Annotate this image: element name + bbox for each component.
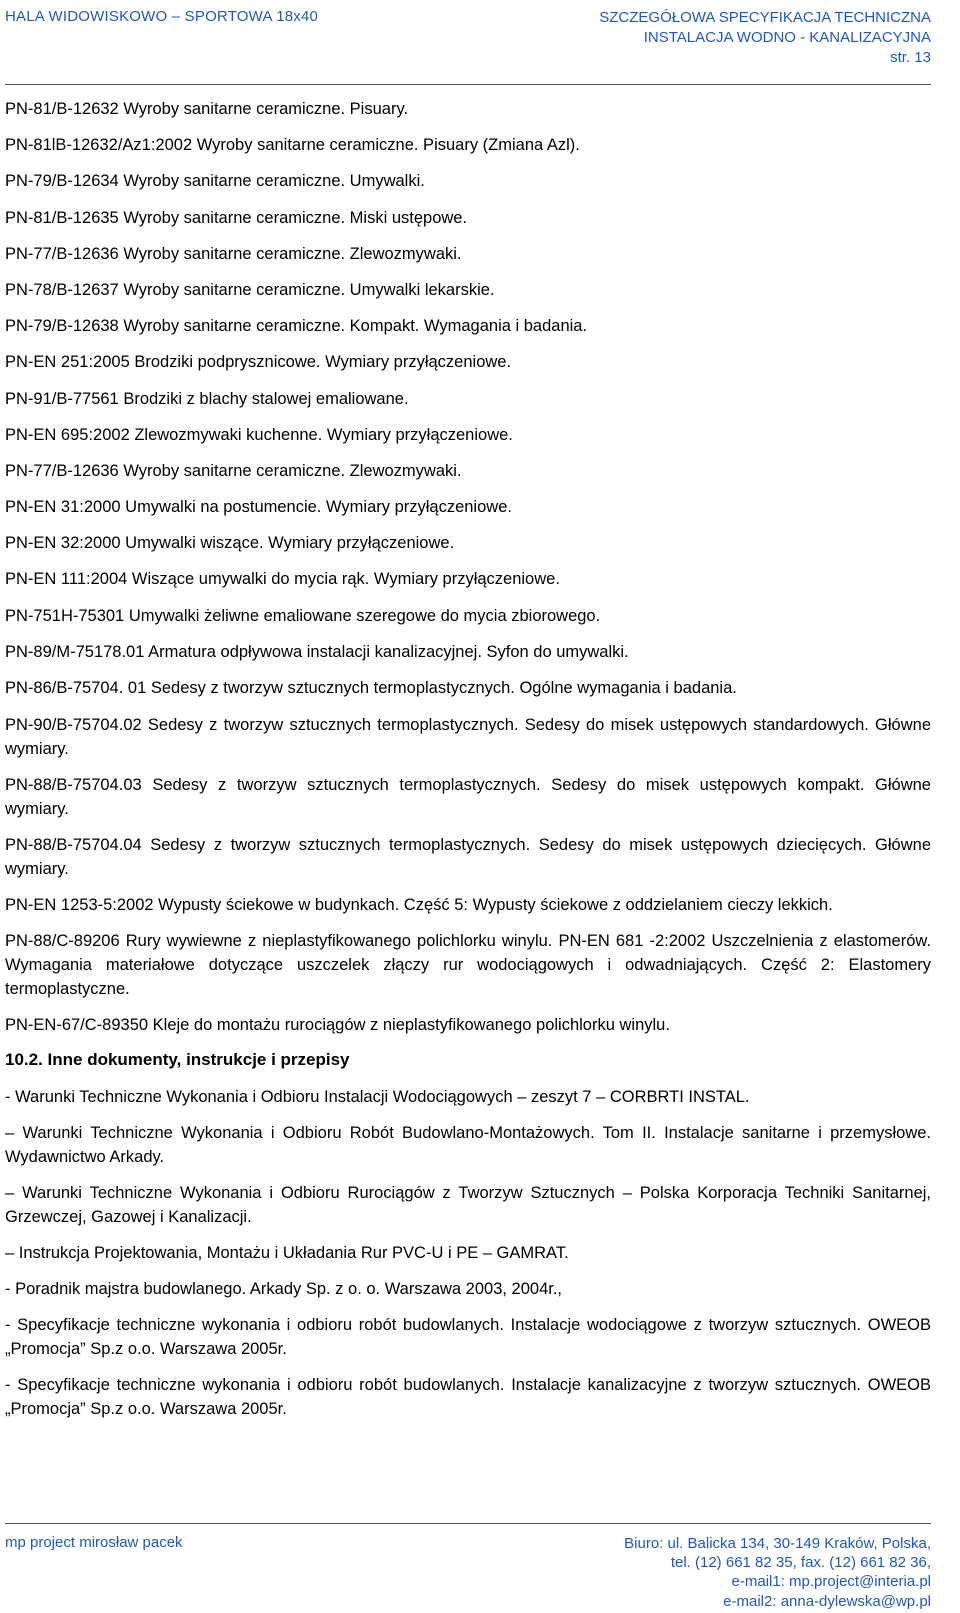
- standard-line: PN-81lB-12632/Az1:2002 Wyroby sanitarne ceramiczne. Pisuary (Zmiana Azl).: [5, 136, 580, 155]
- standard-line: PN-EN 695:2002 Zlewozmywaki kuchenne. Wymiary przyłączeniowe.: [5, 425, 513, 444]
- document-reference: - Warunki Techniczne Wykonania i Odbioru Instalacji Wodociągowych – zeszyt 7 – CORBRTI INSTAL.: [5, 1088, 750, 1107]
- document-reference: - Poradnik majstra budowlanego. Arkady Sp. z o. o. Warszawa 2003, 2004r.,: [5, 1280, 563, 1299]
- page-footer: [5, 1532, 931, 1610]
- standard-line: PN-EN 31:2000 Umywalki na postumencie. Wymiary przyłączeniowe.: [5, 498, 512, 517]
- standard-line: PN-77/B-12636 Wyroby sanitarne ceramiczne. Zlewozmywaki.: [5, 461, 462, 480]
- document-reference: – Instrukcja Projektowania, Montażu i Układania Rur PVC-U i PE – GAMRAT.: [5, 1244, 569, 1263]
- document-reference: - Specyfikacje techniczne wykonania i odbioru robót budowlanych. Instalacje wodociągowe z tworzyw sztucznych. OWEOB „Promocja” Sp.z o.o. Warszawa 2005r.: [5, 1316, 931, 1359]
- header-project-title: HALA WIDOWISKOWO – SPORTOWA 18x40: [5, 8, 319, 25]
- standard-line: PN-78/B-12637 Wyroby sanitarne ceramiczne. Umywalki lekarskie.: [5, 280, 495, 299]
- document-reference: – Warunki Techniczne Wykonania i Odbioru Rurociągów z Tworzyw Sztucznych – Polska Korporacja Techniki Sanitarnej, Grzewczej, Gazowej i Kanalizacji.: [5, 1184, 931, 1227]
- standard-line: PN-EN 111:2004 Wiszące umywalki do mycia rąk. Wymiary przyłączeniowe.: [5, 570, 560, 589]
- standard-line: PN-81/B-12635 Wyroby sanitarne ceramiczne. Miski ustępowe.: [5, 208, 468, 227]
- footer-phone: tel. (12) 661 82 35, fax. (12) 661 82 36,: [670, 1554, 931, 1572]
- document-body: [5, 98, 931, 1433]
- page-header: [5, 6, 931, 68]
- standard-line: PN-89/M-75178.01 Armatura odpływowa instalacji kanalizacyjnej. Syfon do umywalki.: [5, 642, 629, 661]
- standard-line: PN-751H-75301 Umywalki żeliwne emaliowane szeregowe do mycia zbiorowego.: [5, 606, 601, 625]
- footer-company: mp project mirosław pacek: [5, 1534, 183, 1551]
- header-divider: [5, 84, 931, 85]
- standard-line: PN-86/B-75704. 01 Sedesy z tworzyw sztucznych termoplastycznych. Ogólne wymagania i badania.: [5, 679, 737, 697]
- standard-paragraph: PN-88/B-75704.04 Sedesy z tworzyw sztucznych termoplastycznych. Sedesy do misek ustępowych dziecięcych. Główne wymiary.: [5, 836, 931, 879]
- document-reference: - Specyfikacje techniczne wykonania i odbioru robót budowlanych. Instalacje kanalizacyjne z tworzyw sztucznych. OWEOB „Promocja” Sp.z o.o. Warszawa 2005r.: [5, 1376, 931, 1419]
- header-spec-subtitle: INSTALACJA WODNO - KANALIZACYJNA: [643, 29, 931, 46]
- document-reference: – Warunki Techniczne Wykonania i Odbioru Robót Budowlano-Montażowych. Tom II. Instalacje sanitarne i przemysłowe. Wydawnictwo Arkady.: [5, 1124, 931, 1167]
- section-heading: 10.2. Inne dokumenty, instrukcje i przepisy: [5, 1050, 350, 1070]
- standard-paragraph: PN-88/C-89206 Rury wywiewne z nieplastyfikowanego polichlorku winylu. PN-EN 681 -2:2002 Uszczelnienia z elastomerów. Wymagania materiałowe dotyczące uszczelek złączy rur wodociągowych i odwadniających. Część 2: Elastomery termoplastyczne.: [5, 932, 931, 999]
- standard-line: PN-81/B-12632 Wyroby sanitarne ceramiczne. Pisuary.: [5, 100, 409, 118]
- page-number: str. 13: [890, 49, 931, 66]
- standard-line: PN-79/B-12638 Wyroby sanitarne ceramiczne. Kompakt. Wymagania i badania.: [5, 317, 588, 336]
- standard-paragraph: PN-EN 1253-5:2002 Wypusty ściekowe w budynkach. Część 5: Wypusty ściekowe z oddzielaniem cieczy lekkich.: [5, 896, 833, 915]
- header-spec-info: [599, 8, 931, 68]
- footer-divider: [5, 1523, 931, 1524]
- standard-line: PN-79/B-12634 Wyroby sanitarne ceramiczne. Umywalki.: [5, 172, 425, 191]
- standard-paragraph: PN-90/B-75704.02 Sedesy z tworzyw sztucznych termoplastycznych. Sedesy do misek ustępowych standardowych. Główne wymiary.: [5, 716, 931, 759]
- standard-line: PN-EN 32:2000 Umywalki wiszące. Wymiary przyłączeniowe.: [5, 534, 455, 553]
- footer-contact: [624, 1534, 931, 1611]
- header-spec-title: SZCZEGÓŁOWA SPECYFIKACJA TECHNICZNA: [599, 9, 931, 26]
- standard-line: PN-77/B-12636 Wyroby sanitarne ceramiczne. Zlewozmywaki.: [5, 244, 462, 263]
- standard-paragraph: PN-EN-67/C-89350 Kleje do montażu rurociągów z nieplastyfikowanego polichlorku winylu.: [5, 1016, 670, 1035]
- standard-line: PN-EN 251:2005 Brodziki podprysznicowe. Wymiary przyłączeniowe.: [5, 353, 512, 372]
- standard-line: PN-91/B-77561 Brodziki z blachy stalowej emaliowane.: [5, 389, 409, 408]
- footer-address: Biuro: ul. Balicka 134, 30-149 Kraków, Polska,: [624, 1535, 931, 1552]
- footer-email-1: e-mail1: mp.project@interia.pl: [731, 1573, 931, 1591]
- standard-paragraph: PN-88/B-75704.03 Sedesy z tworzyw sztucznych termoplastycznych. Sedesy do misek ustępowych kompakt. Główne wymiary.: [5, 776, 931, 819]
- footer-email-2: e-mail2: anna-dylewska@wp.pl: [723, 1592, 931, 1610]
